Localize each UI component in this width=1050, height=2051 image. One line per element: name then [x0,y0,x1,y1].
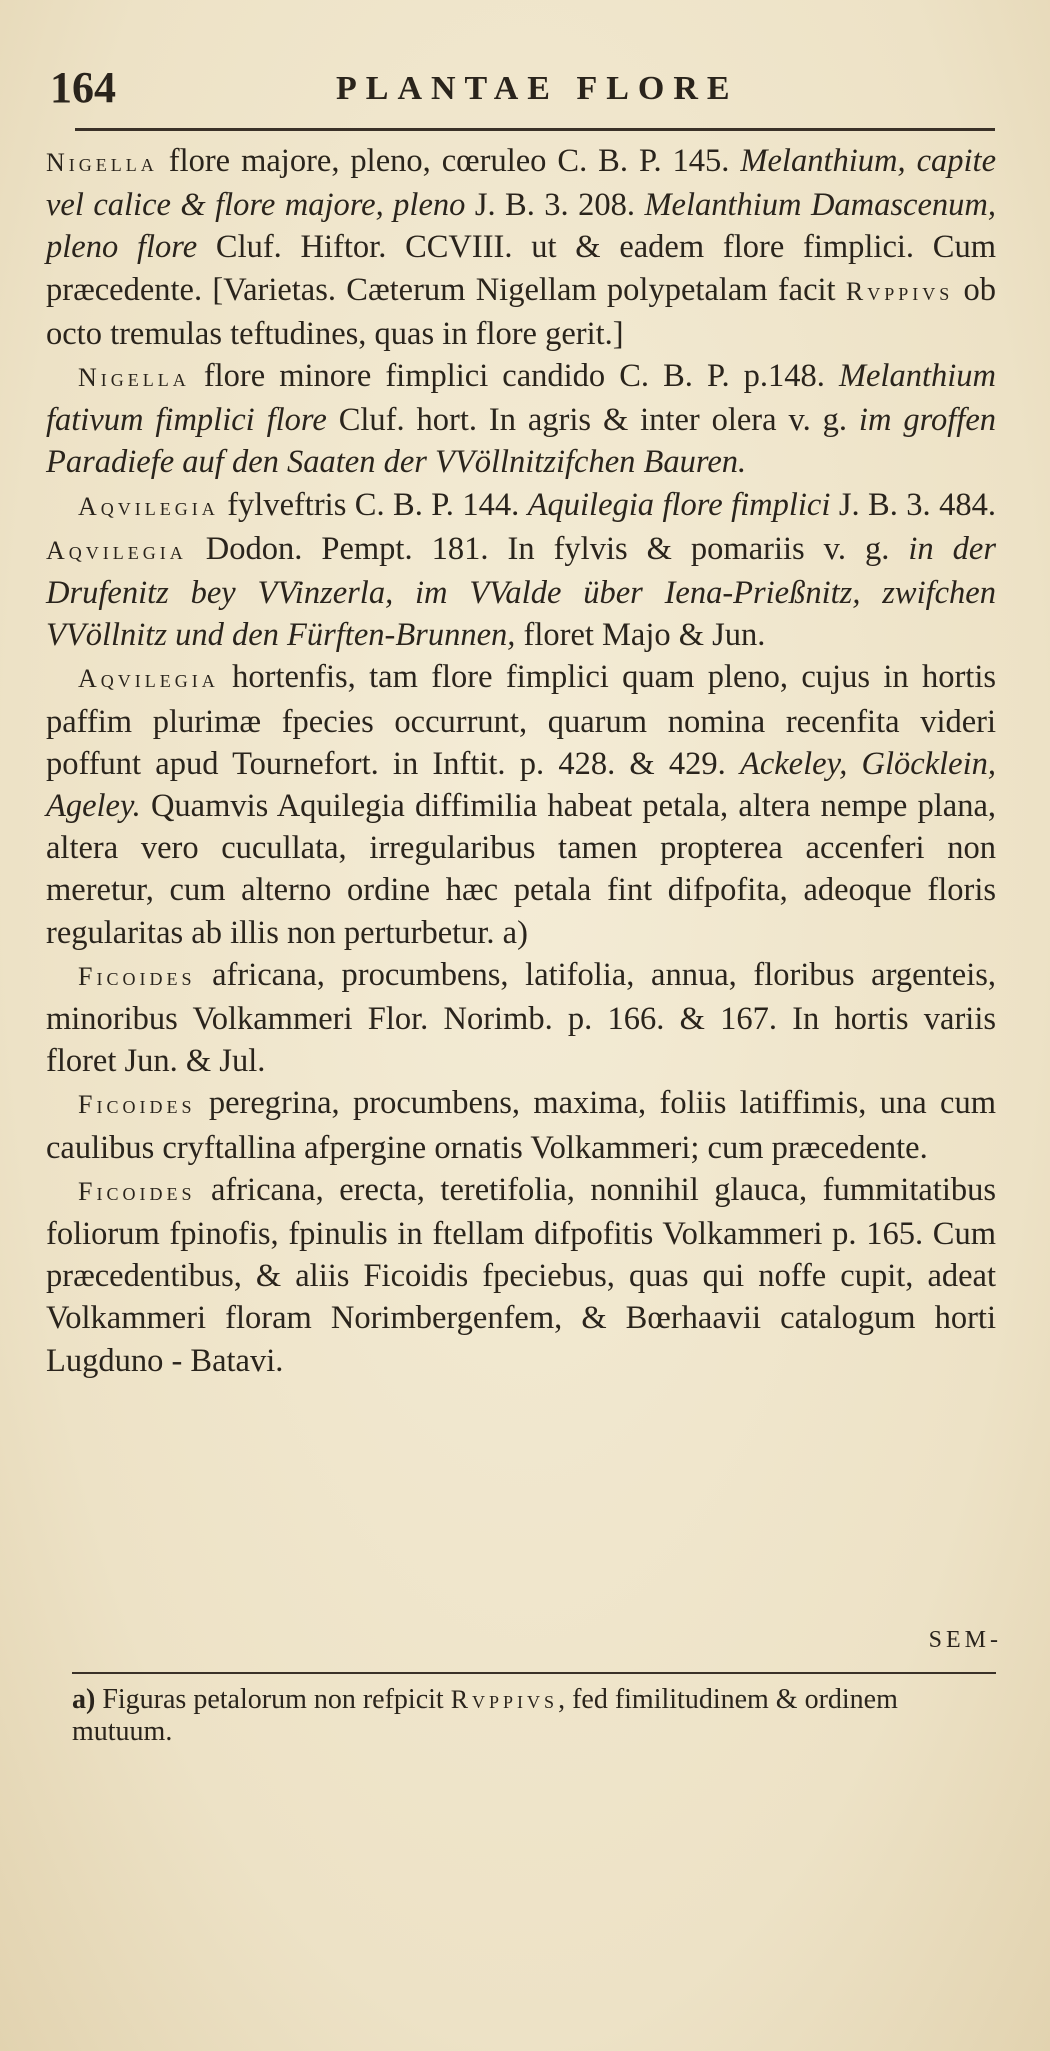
text-run: flore majore, pleno, cœruleo C. B. P. 145. [157,143,741,179]
text-run: J. B. 3. 208. [465,187,645,224]
header-rule [75,128,995,131]
text-run: Quamvis Aquilegia diffimilia habeat petala, altera nempe plana, altera vero cucullata, irregularibus tamen propterea accenferi non meretur, cum alterno ordine hæc petala fint difpofita, adeoque floris regularitas ab illis non perturbetur. a) [46,788,996,951]
paragraph-ficoides-erecta [46,1169,996,1382]
page-number: 164 [50,63,116,112]
small-caps-heading: Rvppivs [845,276,954,306]
footnote-text [72,1684,898,1747]
paragraph-ficoides-africana [46,954,996,1083]
italic-text: Melanthium fativum fimplici flore [46,358,996,439]
text-run: Figuras petalorum non refpicit [95,1684,451,1715]
small-caps-heading: Aqvilegia [46,535,187,565]
text-run: ob octo tremulas teftudines, quas in flore gerit.] [46,271,997,352]
text-run: africana, procumbens, latifolia, annua, floribus argenteis, minoribus Volkammeri Flor. Norimb. p. 166. & 167. In hortis variis floret Jun. & Jul. [46,956,996,1080]
text-run: peregrina, procumbens, maxima, foliis latiffimis, una cum caulibus cryftallina afpergine ornatis Volkammeri; cum præcedente. [46,1085,996,1166]
text-run: Cluf. hort. In agris & inter olera v. g. [326,402,859,439]
small-caps-heading: Rvppivs [450,1685,559,1714]
main-text [46,140,996,1382]
italic-text: Ackeley, Glöcklein, Ageley. [46,745,996,825]
text-run: J. B. 3. 484. [830,486,996,523]
small-caps-heading: Aqvilegia [78,491,219,521]
paragraph-aquilegia-hortensis [46,656,996,953]
footnote [72,1684,996,1748]
italic-text: Melanthium Damascenum, pleno flore [46,187,996,266]
italic-text: in der Drufenitz bey VVinzerla, im VValde über Iena-Prießnitz, zwifchen VVöllnitz und den Fürften-Brunnen, [46,530,996,654]
small-caps-heading: Ficoides [78,1176,196,1206]
paragraph-aquilegia-sylvestris [46,484,996,657]
page-header [50,62,1010,122]
paragraph-nigella-minor [46,355,996,484]
text-run: flore minore fimplici candido C. B. P. p.148. [189,358,839,395]
italic-text: Melanthium, capite vel calice & flore majore, pleno [46,143,996,224]
paragraph-nigella-major [46,140,996,355]
paragraph-ficoides-peregrina [46,1082,996,1168]
text-run: africana, erecta, teretifolia, nonnihil glauca, fummitatibus foliorum fpinofis, fpinulis in ftellam difpofitis Volkammeri p. 165. Cum præcedentibus, & aliis Ficoidis fpeciebus, quas qui noffe cupit, adeat Volkammeri floram Norimbergenfem, & Bœrhaavii catalogum horti Lugduno - Batavi. [46,1171,996,1379]
small-caps-heading: Ficoides [78,961,196,991]
catchword: SEM- [928,1627,1002,1653]
text-run: fylveftris C. B. P. 144. [218,486,528,523]
footnote-mark: a) [72,1684,96,1715]
small-caps-heading: Aqvilegia [78,664,219,694]
footnote-rule [72,1672,996,1674]
text-run: hortenfis, tam flore fimplici quam pleno, cujus in hortis paffim plurimæ fpecies occurrunt, quarum nomina recenfita videri poffunt apud Tournefort. in Inftit. p. 428. & 429. [46,659,996,782]
text-run: , fed fimilitudinem & ordinem mutuum. [72,1684,898,1747]
text-run: floret Majo & Jun. [515,617,766,654]
running-head: PLANTAE FLORE [336,70,739,107]
text-run: Cluf. Hiftor. CCVIII. ut & eadem flore fimplici. Cum præcedente. [Varietas. Cæterum Nigellam polypetalam facit [46,229,996,308]
small-caps-heading: Ficoides [78,1090,196,1120]
italic-text: im groffen Paradiefe auf den Saaten der VVöllnitzifchen Bauren. [46,402,997,481]
small-caps-heading: Nigella [46,148,158,177]
small-caps-heading: Nigella [78,363,190,393]
italic-text: Aquilegia flore fimplici [527,486,831,523]
text-run: Dodon. Pempt. 181. In fylvis & pomariis v. g. [186,530,909,567]
